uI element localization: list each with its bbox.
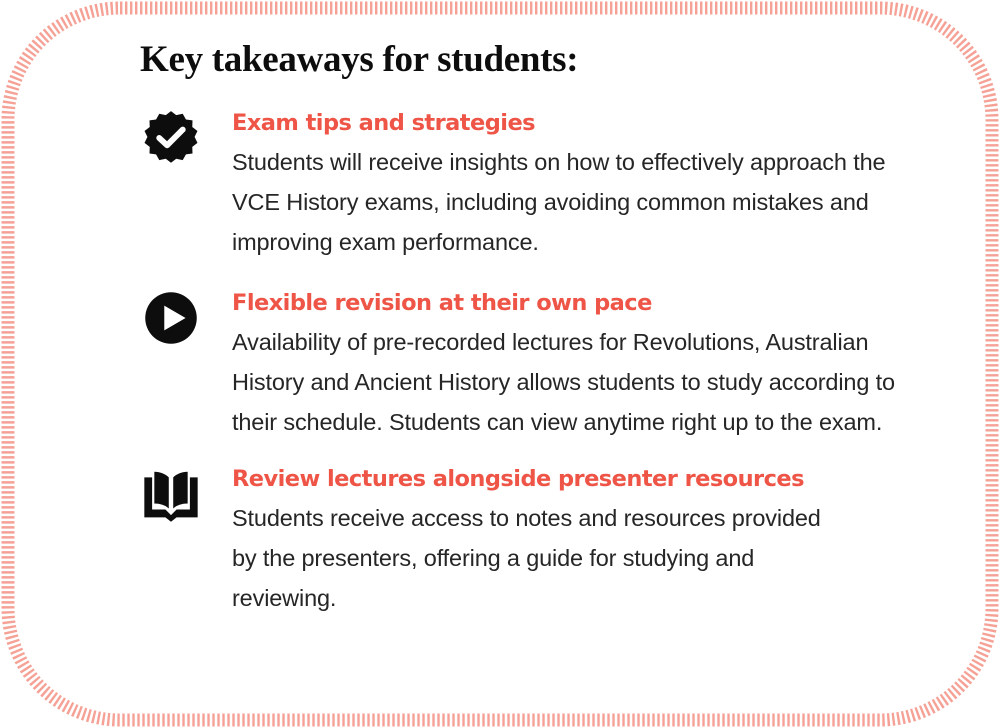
takeaway-heading: Review lectures alongside presenter resources xyxy=(232,466,804,492)
card-content xyxy=(140,38,930,618)
takeaway-item xyxy=(140,464,930,618)
takeaway-text: Students receive access to notes and resources provided by the presenters, offering a guide for studying and reviewing. xyxy=(232,505,821,611)
verified-badge-check-icon xyxy=(140,110,202,172)
takeaway-text: Students will receive insights on how to effectively approach the VCE History exams, including avoiding common mistakes and improving exam performance. xyxy=(232,149,886,255)
takeaway-text: Availability of pre-recorded lectures for Revolutions, Australian History and Ancient History allows students to study according to their schedule. Students can view anytime right up to the exam. xyxy=(232,329,895,435)
takeaway-item xyxy=(140,288,930,442)
takeaway-body xyxy=(232,288,930,442)
open-book-icon xyxy=(140,466,202,528)
takeaway-body xyxy=(232,108,930,262)
takeaway-body xyxy=(232,464,930,618)
takeaway-heading: Exam tips and strategies xyxy=(232,110,535,136)
page-title: Key takeaways for students: xyxy=(140,39,579,80)
play-circle-icon xyxy=(140,290,202,352)
takeaway-item xyxy=(140,108,930,262)
takeaway-heading: Flexible revision at their own pace xyxy=(232,290,652,316)
